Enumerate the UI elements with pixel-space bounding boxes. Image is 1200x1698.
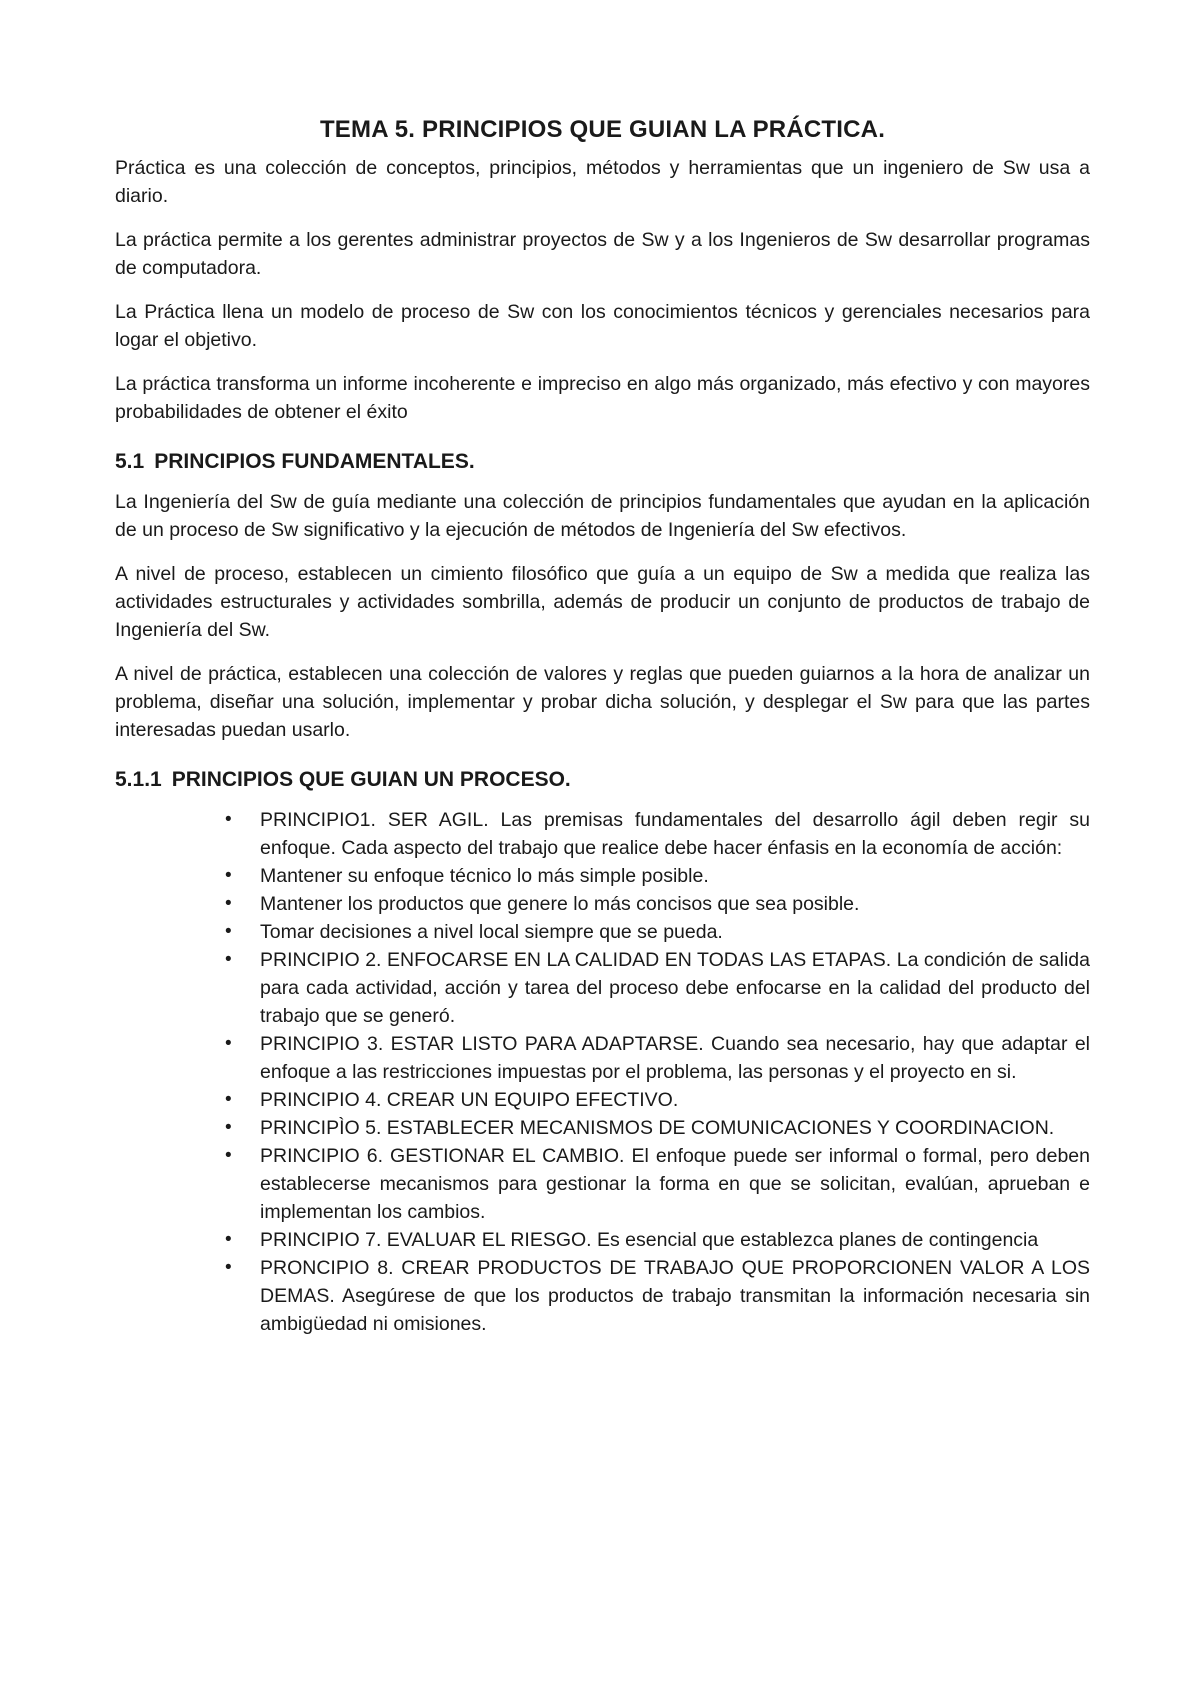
bullet-icon: • bbox=[225, 1257, 232, 1278]
list-item bbox=[225, 890, 1090, 918]
list-item-text: Mantener los productos que genere lo más concisos que sea posible. bbox=[260, 893, 860, 915]
list-item-text: PRINCIPÌO 5. ESTABLECER MECANISMOS DE COMUNICACIONES Y COORDINACION. bbox=[260, 1117, 1055, 1139]
section-title: PRINCIPIOS FUNDAMENTALES. bbox=[154, 450, 475, 473]
list-item bbox=[225, 1086, 1090, 1114]
list-item-text: PRINCIPIO 4. CREAR UN EQUIPO EFECTIVO. bbox=[260, 1089, 679, 1111]
list-item bbox=[225, 1226, 1090, 1254]
list-item-text: PRONCIPIO 8. CREAR PRODUCTOS DE TRABAJO QUE PROPORCIONEN VALOR A LOS DEMAS. Asegúrese de que los productos de trabajo transmitan la información necesaria sin ambigüedad ni omisiones. bbox=[260, 1257, 1090, 1335]
bullet-icon: • bbox=[225, 1117, 232, 1138]
bullet-icon: • bbox=[225, 949, 232, 970]
bullet-icon: • bbox=[225, 921, 232, 942]
section-paragraph: A nivel de proceso, establecen un cimiento filosófico que guía a un equipo de Sw a medida que realiza las actividades estructurales y actividades sombrilla, además de producir un conjunto de productos de trabajo de Ingeniería del Sw. bbox=[115, 563, 1090, 641]
bullet-icon: • bbox=[225, 1033, 232, 1054]
bullet-icon: • bbox=[225, 893, 232, 914]
list-item-text: PRINCIPIO 2. ENFOCARSE EN LA CALIDAD EN TODAS LAS ETAPAS. La condición de salida para cada actividad, acción y tarea del proceso debe enfocarse en la calidad del producto del trabajo que se generó. bbox=[260, 949, 1090, 1027]
list-item bbox=[225, 1142, 1090, 1226]
list-item-text: PRINCIPIO 3. ESTAR LISTO PARA ADAPTARSE. Cuando sea necesario, hay que adaptar el enfoque a las restricciones impuestas por el problema, las personas y el proyecto en si. bbox=[260, 1033, 1090, 1083]
intro-paragraph: La práctica transforma un informe incoherente e impreciso en algo más organizado, más efectivo y con mayores probabilidades de obtener el éxito bbox=[115, 373, 1090, 423]
list-item bbox=[225, 1114, 1090, 1142]
section-paragraph: A nivel de práctica, establecen una colección de valores y reglas que pueden guiarnos a la hora de analizar un problema, diseñar una solución, implementar y probar dicha solución, y desplegar el Sw para que las partes interesadas puedan usarlo. bbox=[115, 663, 1090, 741]
intro-paragraph: La práctica permite a los gerentes administrar proyectos de Sw y a los Ingenieros de Sw desarrollar programas de computadora. bbox=[115, 229, 1090, 279]
section-number: 5.1 bbox=[115, 450, 145, 473]
section-heading-fundamentales bbox=[115, 448, 1090, 476]
section-paragraph: La Ingeniería del Sw de guía mediante una colección de principios fundamentales que ayudan en la aplicación de un proceso de Sw significativo y la ejecución de métodos de Ingeniería del Sw efectivos. bbox=[115, 491, 1090, 541]
list-item bbox=[225, 806, 1090, 862]
list-item bbox=[225, 1254, 1090, 1338]
section-number: 5.1.1 bbox=[115, 768, 162, 791]
intro-paragraph: Práctica es una colección de conceptos, principios, métodos y herramientas que un ingeniero de Sw usa a diario. bbox=[115, 157, 1090, 207]
bullet-icon: • bbox=[225, 865, 232, 886]
list-item bbox=[225, 918, 1090, 946]
list-item-text: Tomar decisiones a nivel local siempre que se pueda. bbox=[260, 921, 723, 943]
section-heading-proceso bbox=[115, 766, 1090, 794]
list-item-text: PRINCIPIO1. SER AGIL. Las premisas fundamentales del desarrollo ágil deben regir su enfoque. Cada aspecto del trabajo que realice debe hacer énfasis en la economía de acción: bbox=[260, 809, 1090, 859]
list-item bbox=[225, 862, 1090, 890]
list-item-text: PRINCIPIO 7. EVALUAR EL RIESGO. Es esencial que establezca planes de contingencia bbox=[260, 1229, 1039, 1251]
bullet-icon: • bbox=[225, 1229, 232, 1250]
list-item bbox=[225, 946, 1090, 1030]
intro-paragraph: La Práctica llena un modelo de proceso de Sw con los conocimientos técnicos y gerenciales necesarios para logar el objetivo. bbox=[115, 301, 1090, 351]
section-title: PRINCIPIOS QUE GUIAN UN PROCESO. bbox=[171, 768, 571, 791]
bullet-icon: • bbox=[225, 1145, 232, 1166]
list-item-text: Mantener su enfoque técnico lo más simple posible. bbox=[260, 865, 709, 887]
list-item bbox=[225, 1030, 1090, 1086]
principles-list bbox=[115, 806, 1090, 1338]
bullet-icon: • bbox=[225, 809, 232, 830]
document-title: TEMA 5. PRINCIPIOS QUE GUIAN LA PRÁCTICA. bbox=[319, 116, 886, 143]
list-item-text: PRINCIPIO 6. GESTIONAR EL CAMBIO. El enfoque puede ser informal o formal, pero deben establecerse mecanismos para gestionar la forma en que se solicitan, evalúan, aprueban e implementan los cambios. bbox=[260, 1145, 1090, 1223]
bullet-icon: • bbox=[225, 1089, 232, 1110]
document-page bbox=[115, 116, 1090, 1338]
